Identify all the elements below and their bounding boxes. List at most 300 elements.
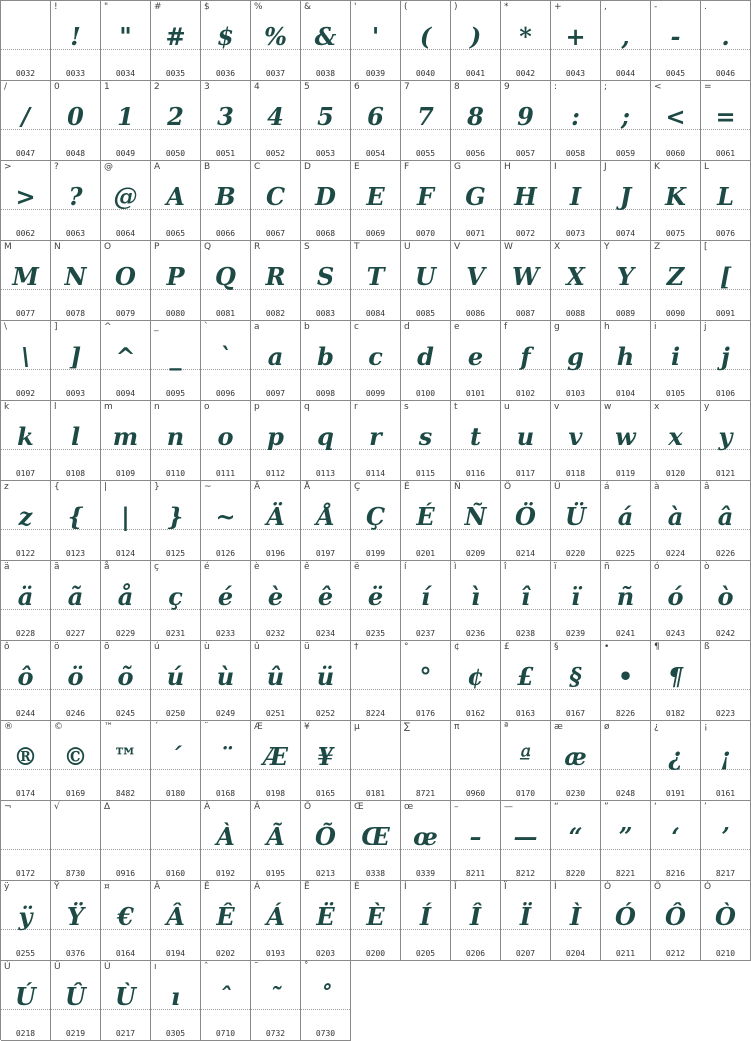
character-label: Í [404,882,407,892]
character-label: 1 [104,82,110,92]
glyph-cell-0066 [201,161,251,241]
baseline-guide [451,769,500,770]
character-label: / [4,82,8,92]
character-code: 0064 [115,229,136,238]
glyph-sample: Æ [263,742,288,771]
character-label: ˚ [304,962,309,972]
glyph-sample: $ [217,22,234,51]
glyph-sample: A [166,182,185,211]
character-code: 0108 [65,469,86,478]
glyph-cell-0070 [401,161,451,241]
character-label: ( [404,2,408,12]
glyph-cell-0079 [101,241,151,321]
character-code: 0213 [315,869,336,878]
glyph-sample: 9 [517,102,534,131]
glyph-cell-0305 [151,961,201,1041]
glyph-cell-0094 [101,321,151,401]
glyph-cell-0101 [451,321,501,401]
character-code: 0121 [715,469,736,478]
character-label: # [154,2,162,12]
character-label: w [604,402,612,412]
character-label: Â [154,882,161,892]
character-code: 0199 [365,549,386,558]
glyph-cell-0230 [551,721,601,801]
glyph-cell-0069 [351,161,401,241]
glyph-sample: Á [266,902,285,931]
character-code: 0076 [715,229,736,238]
glyph-cell-0960 [451,721,501,801]
glyph-sample: ì [470,582,481,611]
character-code: 8224 [365,709,386,718]
character-code: 0201 [415,549,436,558]
character-code: 0042 [515,69,536,78]
glyph-sample: € [117,902,134,931]
glyph-cell-0076 [701,161,751,241]
character-label: ÿ [4,882,10,892]
character-label: n [154,402,160,412]
character-code: 0122 [15,549,36,558]
character-label: ! [54,2,58,12]
character-label: ¢ [454,642,460,652]
character-code: 0233 [215,629,236,638]
glyph-cell-0206 [451,881,501,961]
glyph-sample: Ë [316,902,335,931]
character-code: 8226 [615,709,636,718]
character-label: Z [654,242,661,252]
character-label: V [454,242,461,252]
glyph-sample: , [621,22,630,51]
glyph-sample: < [665,102,686,131]
character-code: 0092 [15,389,36,398]
glyph-cell-0244 [1,641,51,721]
glyph-cell-0710 [201,961,251,1041]
glyph-sample: £ [517,662,534,691]
character-code: 0916 [115,869,136,878]
character-label: l [54,402,57,412]
glyph-sample: Û [65,982,86,1011]
glyph-sample: u [516,422,535,451]
character-code: 0119 [615,469,636,478]
character-code: 0053 [315,149,336,158]
character-code: 0217 [115,1029,136,1038]
character-code: 0034 [115,69,136,78]
character-label: > [4,162,12,172]
character-label: L [704,162,710,172]
character-label: Ÿ [54,882,60,892]
character-label: ñ [604,562,610,572]
glyph-sample: ¡ [720,742,731,771]
glyph-cell-0164 [101,881,151,961]
glyph-cell-8212 [501,801,551,881]
character-label: Å [304,482,311,492]
glyph-sample: = [715,102,736,131]
character-code: 0237 [415,629,436,638]
character-code: 0077 [15,309,36,318]
glyph-sample: Ì [569,902,582,931]
glyph-cell-0112 [251,401,301,481]
glyph-sample: - [670,22,681,51]
character-code: 0228 [15,629,36,638]
glyph-sample: ª [519,742,532,771]
character-label: : [554,82,558,92]
glyph-sample: / [21,102,30,131]
character-code: 0066 [215,229,236,238]
character-label: Ö [504,482,512,492]
baseline-guide [51,849,100,850]
glyph-cell-0099 [351,321,401,401]
character-label: 6 [354,82,360,92]
character-label: p [254,402,260,412]
glyph-cell-0046 [701,1,751,81]
glyph-sample: ° [419,662,432,691]
character-label: & [304,2,312,12]
glyph-sample: Ÿ [66,902,85,931]
character-code: 0230 [565,789,586,798]
glyph-sample: d [417,342,434,371]
character-label: i [654,322,657,332]
glyph-cell-0198 [251,721,301,801]
glyph-sample: y [718,422,733,451]
character-label: _ [154,322,159,332]
glyph-sample: ã [67,582,84,611]
character-code: 0065 [165,229,186,238]
character-label: ô [4,642,10,652]
glyph-cell-0204 [551,881,601,961]
glyph-cell-0200 [351,881,401,961]
character-code: 0061 [715,149,736,158]
character-code: 0224 [665,549,686,558]
character-code: 0087 [515,309,536,318]
glyph-sample: M [12,262,39,291]
glyph-cell-0098 [301,321,351,401]
character-label: Y [604,242,610,252]
character-code: 0086 [465,309,486,318]
glyph-cell-0085 [401,241,451,321]
character-label: Ì [554,882,557,892]
character-code: 0227 [65,629,86,638]
character-code: 0960 [465,789,486,798]
character-label: ò [704,562,710,572]
character-label: õ [104,642,110,652]
glyph-sample: m [112,422,139,451]
character-code: 0113 [315,469,336,478]
glyph-cell-0730 [301,961,351,1041]
character-label: ê [304,562,310,572]
glyph-cell-0088 [551,241,601,321]
character-code: 0205 [415,949,436,958]
character-label: W [504,242,513,252]
character-code: 0219 [65,1029,86,1038]
glyph-sample: & [314,22,337,51]
character-label: c [354,322,359,332]
character-label: T [354,242,360,252]
glyph-sample: q [317,422,334,451]
character-code: 0172 [15,869,36,878]
character-label: Ê [204,882,210,892]
character-code: 0083 [315,309,336,318]
character-label: $ [204,2,210,12]
glyph-cell-0249 [201,641,251,721]
character-code: 0072 [515,229,536,238]
character-code: 0085 [415,309,436,318]
character-label: h [604,322,610,332]
glyph-cell-0090 [651,241,701,321]
glyph-sample: O [115,262,136,291]
glyph-sample: E [366,182,385,211]
character-label: ; [604,82,608,92]
character-label: ı [154,962,157,972]
glyph-sample: k [17,422,34,451]
glyph-sample: © [63,742,88,771]
glyph-sample: ò [717,582,734,611]
character-code: 0114 [365,469,386,478]
character-code: 0095 [165,389,186,398]
character-code: 0043 [565,69,586,78]
glyph-sample: o [217,422,234,451]
glyph-cell-0207 [501,881,551,961]
character-code: 0235 [365,629,386,638]
character-label: Î [454,882,457,892]
glyph-cell-0169 [51,721,101,801]
glyph-sample: n [166,422,185,451]
glyph-cell-0251 [251,641,301,721]
glyph-cell-0075 [651,161,701,241]
character-label: Ü [554,482,561,492]
glyph-cell-0245 [101,641,151,721]
character-code: 0165 [315,789,336,798]
character-label: ® [4,722,13,732]
glyph-sample: \ [21,342,30,371]
character-code: 0243 [665,629,686,638]
glyph-sample: z [18,502,33,531]
glyph-cell-0120 [651,401,701,481]
character-code: 0091 [715,309,736,318]
glyph-sample: – [469,822,482,851]
character-code: 0088 [565,309,586,318]
glyph-sample: ï [570,582,581,611]
character-code: 0054 [365,149,386,158]
glyph-sample: 8 [467,102,484,131]
glyph-cell-0170 [501,721,551,801]
glyph-sample: ç [168,582,183,611]
character-label: ß [704,642,710,652]
character-label: y [704,402,710,412]
glyph-cell-0054 [351,81,401,161]
character-code: 0710 [215,1029,236,1038]
character-label: R [254,242,261,252]
glyph-sample: ¨ [219,742,232,771]
glyph-sample: È [366,902,385,931]
character-code: 0036 [215,69,236,78]
baseline-guide [151,849,200,850]
character-code: 8221 [615,869,636,878]
character-label: ™ [104,722,113,732]
glyph-cell-0096 [201,321,251,401]
character-code: 8216 [665,869,686,878]
character-label: 5 [304,82,310,92]
glyph-sample: @ [113,182,138,211]
character-code: 0104 [615,389,636,398]
glyph-cell-0229 [101,561,151,641]
character-code: 0038 [315,69,336,78]
character-label: Õ [304,802,312,812]
glyph-sample: ! [70,22,81,51]
glyph-cell-0116 [451,401,501,481]
glyph-cell-0067 [251,161,301,241]
character-code: 0209 [465,549,486,558]
glyph-cell-0237 [401,561,451,641]
character-label: K [654,162,660,172]
character-code: 0052 [265,149,286,158]
glyph-sample: ” [618,822,633,851]
glyph-cell-0078 [51,241,101,321]
character-code: 0057 [515,149,536,158]
character-code: 0176 [415,709,436,718]
glyph-sample: a [267,342,284,371]
glyph-sample: Y [616,262,635,291]
glyph-sample: Ñ [464,502,487,531]
character-code: 0197 [315,549,336,558]
glyph-cell-8221 [601,801,651,881]
glyph-cell-0239 [551,561,601,641]
glyph-cell-0043 [551,1,601,81]
character-label: = [704,82,712,92]
baseline-guide [401,769,450,770]
glyph-sample: e [467,342,484,371]
character-label: © [54,722,63,732]
character-code: 0074 [615,229,636,238]
character-code: 8721 [415,789,436,798]
character-label: N [54,242,61,252]
character-code: 0232 [265,629,286,638]
glyph-cell-0062 [1,161,51,241]
character-code: 0046 [715,69,736,78]
glyph-sample: ^ [115,342,136,371]
glyph-cell-0234 [301,561,351,641]
character-label: Ò [704,882,712,892]
character-label: 3 [204,82,210,92]
glyph-cell-8216 [651,801,701,881]
glyph-cell-8217 [701,801,751,881]
glyph-cell-0338 [351,801,401,881]
character-label: — [504,802,513,812]
glyph-cell-0209 [451,481,501,561]
glyph-cell-0252 [301,641,351,721]
character-label: e [454,322,460,332]
character-code: 0231 [165,629,186,638]
character-label: î [504,562,507,572]
glyph-cell-0232 [251,561,301,641]
glyph-cell-0121 [701,401,751,481]
character-code: 0075 [665,229,686,238]
character-code: 0100 [415,389,436,398]
character-code: 0098 [315,389,336,398]
character-label: È [354,882,360,892]
glyph-sample: ™ [113,742,138,771]
character-code: 0044 [615,69,636,78]
glyph-cell-0125 [151,481,201,561]
glyph-cell-0047 [1,81,51,161]
glyph-cell-0089 [601,241,651,321]
glyph-sample: Í [419,902,432,931]
character-label: x [654,402,660,412]
glyph-cell-0117 [501,401,551,481]
glyph-sample: ó [667,582,684,611]
glyph-sample: Ö [515,502,536,531]
character-label: { [54,482,60,492]
character-label: π [454,722,460,732]
glyph-cell-0097 [251,321,301,401]
glyph-cell-0202 [201,881,251,961]
glyph-sample: Å [316,502,335,531]
glyph-sample: ˚ [319,982,332,1011]
character-label: Û [54,962,61,972]
character-label: v [554,402,560,412]
character-label: Ä [254,482,261,492]
glyph-cell-0195 [251,801,301,881]
glyph-cell-0201 [401,481,451,561]
character-label: § [554,642,559,652]
character-label: < [654,82,662,92]
character-code: 0106 [715,389,736,398]
glyph-cell-0238 [501,561,551,641]
glyph-sample: S [316,262,335,291]
glyph-sample: Î [469,902,482,931]
glyph-sample: õ [117,662,134,691]
glyph-cell-0032 [1,1,51,81]
glyph-sample: P [166,262,185,291]
glyph-cell-0115 [401,401,451,481]
glyph-sample: ˜ [269,982,282,1011]
glyph-cell-0083 [301,241,351,321]
character-label: • [604,642,610,652]
character-code: 0033 [65,69,86,78]
character-code: 0339 [415,869,436,878]
glyph-sample: ô [17,662,34,691]
glyph-cell-0123 [51,481,101,561]
character-label: s [404,402,409,412]
glyph-cell-0068 [301,161,351,241]
glyph-sample: 6 [367,102,384,131]
character-label: 4 [254,82,260,92]
character-label: \ [4,322,8,332]
glyph-sample: U [415,262,436,291]
glyph-sample: œ [413,822,438,851]
character-code: 0192 [215,869,236,878]
glyph-cell-0114 [351,401,401,481]
glyph-cell-0194 [151,881,201,961]
glyph-sample: . [721,22,730,51]
glyph-cell-8721 [401,721,451,801]
glyph-sample: c [368,342,383,371]
glyph-cell-0160 [151,801,201,881]
glyph-sample: ® [13,742,38,771]
glyph-sample: D [315,182,336,211]
character-code: 0242 [715,629,736,638]
glyph-cell-0167 [551,641,601,721]
character-label: ¨ [204,722,209,732]
character-code: 0226 [715,549,736,558]
character-label: a [254,322,260,332]
character-code: 0082 [265,309,286,318]
glyph-cell-0092 [1,321,51,401]
glyph-sample: v [568,422,583,451]
character-label: S [304,242,310,252]
glyph-sample: Ç [365,502,386,531]
character-label: ª [504,722,509,732]
glyph-sample: : [571,102,580,131]
character-code: 0246 [65,709,86,718]
